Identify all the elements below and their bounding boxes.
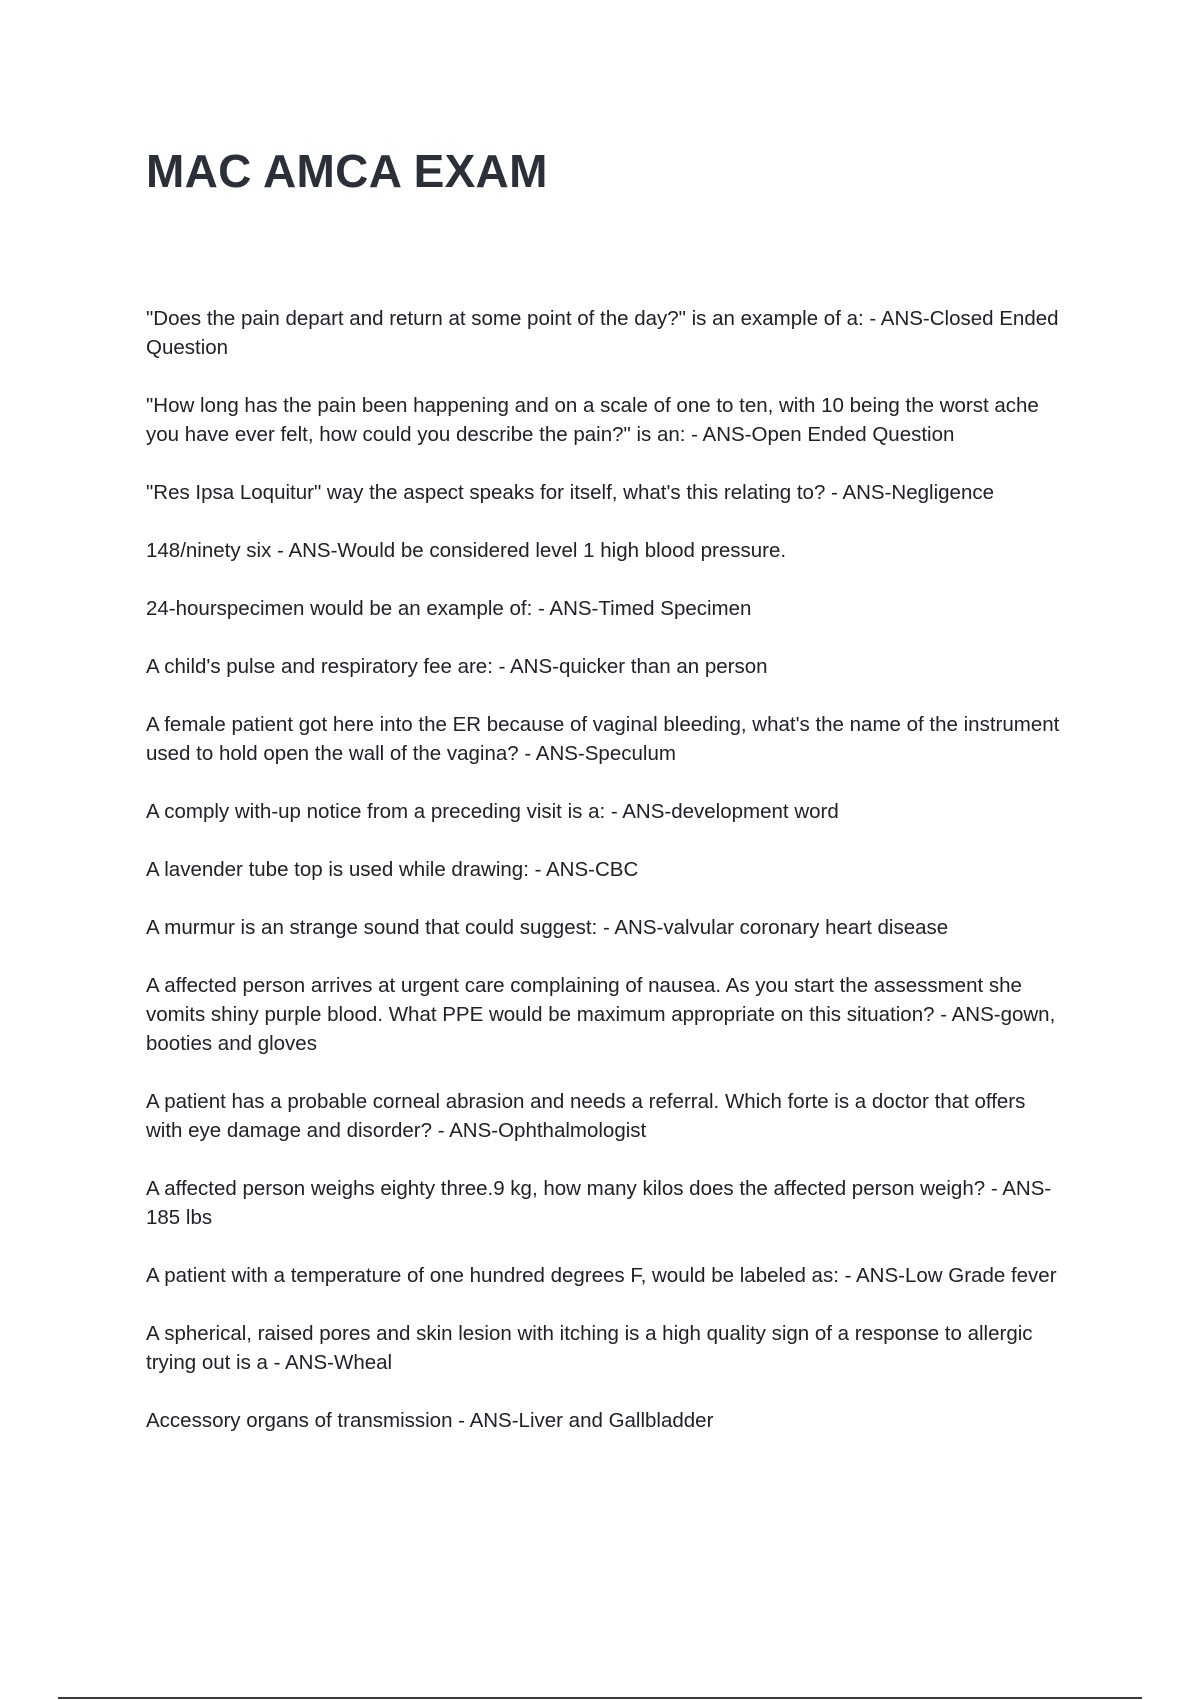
question-answer-list: [146, 304, 1066, 1464]
footer-divider: [58, 1697, 1142, 1699]
qa-item: "Res Ipsa Loquitur" way the aspect speaks for itself, what's this relating to? - ANS-Negligence: [146, 481, 994, 504]
qa-item: "Does the pain depart and return at some point of the day?" is an example of a: - ANS-Closed Ended Question: [146, 307, 1059, 359]
qa-item: A female patient got here into the ER because of vaginal bleeding, what's the name of the instrument used to hold open the wall of the vagina? - ANS-Speculum: [146, 713, 1060, 765]
qa-item: A patient with a temperature of one hundred degrees F, would be labeled as: - ANS-Low Grade fever: [146, 1264, 1057, 1287]
qa-item: A murmur is an strange sound that could suggest: - ANS-valvular coronary heart disease: [146, 916, 949, 939]
document-title: MAC AMCA EXAM: [146, 145, 548, 197]
qa-item: A comply with-up notice from a preceding visit is a: - ANS-development word: [146, 800, 839, 823]
qa-item: Accessory organs of transmission - ANS-Liver and Gallbladder: [146, 1409, 714, 1432]
qa-item: A child's pulse and respiratory fee are: - ANS-quicker than an person: [146, 655, 768, 678]
qa-item: 24-hourspecimen would be an example of: - ANS-Timed Specimen: [146, 597, 752, 620]
qa-item: A lavender tube top is used while drawing: - ANS-CBC: [146, 858, 639, 881]
qa-item: A affected person weighs eighty three.9 kg, how many kilos does the affected person weigh? - ANS-185 lbs: [146, 1177, 1052, 1229]
qa-item: A affected person arrives at urgent care complaining of nausea. As you start the assessment she vomits shiny purple blood. What PPE would be maximum appropriate on this situation? - ANS-gown, booties and gloves: [146, 974, 1056, 1055]
qa-item: "How long has the pain been happening and on a scale of one to ten, with 10 being the worst ache you have ever felt, how could you describe the pain?" is an: - ANS-Open Ended Question: [146, 394, 1039, 446]
qa-item: 148/ninety six - ANS-Would be considered level 1 high blood pressure.: [146, 539, 787, 562]
qa-item: A patient has a probable corneal abrasion and needs a referral. Which forte is a doctor that offers with eye damage and disorder? - ANS-Ophthalmologist: [146, 1090, 1026, 1142]
qa-item: A spherical, raised pores and skin lesion with itching is a high quality sign of a response to allergic trying out is a - ANS-Wheal: [146, 1322, 1033, 1374]
